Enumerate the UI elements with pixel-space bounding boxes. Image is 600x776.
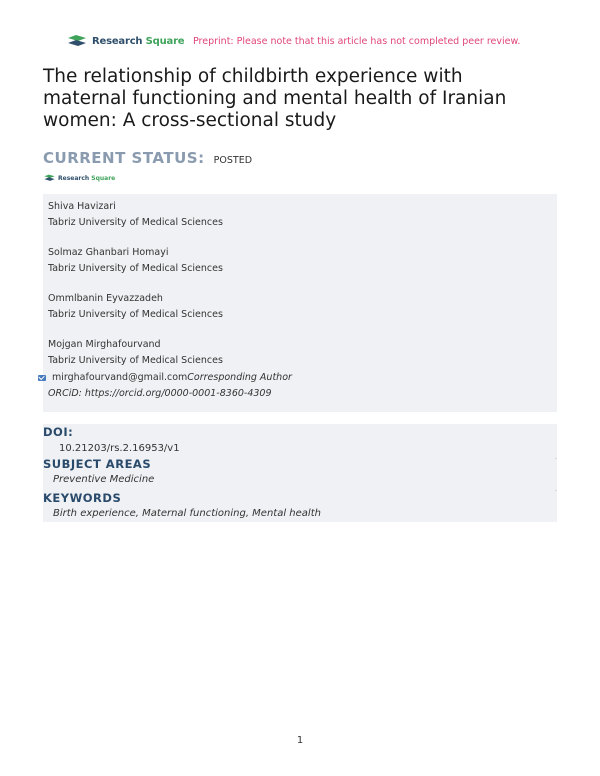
divider (555, 490, 557, 491)
subject-areas-value[interactable]: Preventive Medicine (53, 474, 155, 485)
status-label: CURRENT STATUS: (43, 149, 205, 167)
preprint-notice: Preprint: Please note that this article has not completed peer review. (193, 36, 521, 47)
corresponding-contact (38, 372, 292, 383)
author-entry (48, 291, 223, 323)
research-square-logo[interactable] (66, 34, 184, 48)
author-entry (48, 199, 223, 231)
research-square-small-logo-icon (43, 174, 56, 182)
divider (555, 458, 557, 459)
orcid-link[interactable]: ORCiD: https://orcid.org/0000-0001-8360-4309 (48, 388, 272, 399)
current-status (43, 148, 252, 167)
author-email[interactable]: mirghafourvand@gmail.com (52, 372, 188, 383)
research-square-small-logo (43, 174, 115, 182)
author-affiliation: Tabriz University of Medical Sciences (48, 217, 223, 228)
research-square-logo-icon (66, 34, 88, 48)
logo-text: Research Square (92, 35, 185, 47)
author-affiliation: Tabriz University of Medical Sciences (48, 309, 223, 320)
doi-value[interactable]: 10.21203/rs.2.16953/v1 (59, 443, 180, 454)
doi-label: DOI: (43, 425, 74, 439)
mail-icon (38, 375, 46, 381)
author-affiliation: Tabriz University of Medical Sciences (48, 355, 223, 366)
status-value: POSTED (213, 155, 253, 166)
page-header (66, 34, 546, 52)
article-metadata-panel (43, 424, 557, 522)
author-entry (48, 245, 223, 277)
author-affiliation: Tabriz University of Medical Sciences (48, 263, 223, 274)
subject-areas-label: SUBJECT AREAS (43, 457, 152, 471)
corresponding-author-label: Corresponding Author (187, 372, 292, 383)
keywords-value: Birth experience, Maternal functioning, Mental health (53, 508, 321, 519)
authors-panel (43, 194, 557, 412)
author-name: Solmaz Ghanbari Homayi (48, 247, 169, 258)
small-logo-text: Research Square (58, 174, 116, 182)
keywords-label: KEYWORDS (43, 491, 122, 505)
author-name: Shiva Havizari (48, 201, 116, 212)
page-number: 1 (296, 735, 304, 746)
author-name: Ommlbanin Eyvazzadeh (48, 293, 163, 304)
author-entry (48, 337, 223, 369)
article-title: The relationship of childbirth experience with maternal functioning and mental health of Iranian women: A cross-sectional study (43, 66, 507, 131)
author-name: Mojgan Mirghafourvand (48, 339, 161, 350)
